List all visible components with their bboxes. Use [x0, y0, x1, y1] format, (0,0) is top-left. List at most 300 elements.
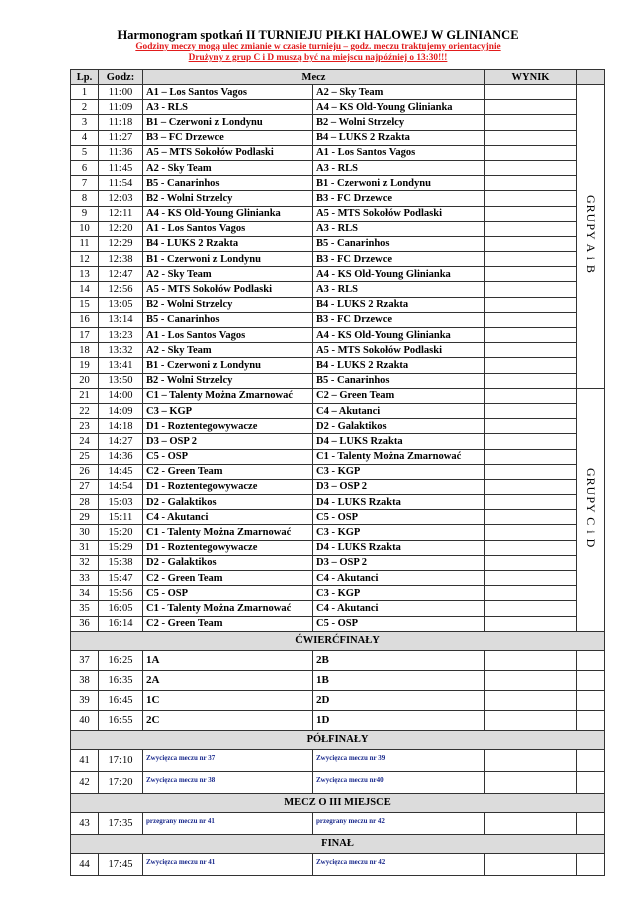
away-team — [313, 771, 485, 793]
group-label-text: GRUPY C i D — [584, 467, 598, 548]
home-team — [143, 749, 313, 771]
result-cell — [485, 145, 577, 160]
match-time: 16:35 — [99, 670, 143, 690]
away-team: A5 - MTS Sokołów Podlaski — [313, 343, 485, 358]
away-team: D4 - LUKS Rzakta — [313, 540, 485, 555]
result-cell — [485, 853, 577, 875]
match-row — [71, 160, 605, 175]
match-row — [71, 419, 605, 434]
result-cell — [485, 434, 577, 449]
home-team: A1 - Los Santos Vagos — [143, 221, 313, 236]
away-team: 2B — [313, 650, 485, 670]
away-team: B4 - LUKS 2 Rzakta — [313, 358, 485, 373]
extra-cell — [577, 670, 605, 690]
match-row — [71, 236, 605, 251]
match-number: 30 — [71, 525, 99, 540]
away-team: D2 - Galaktikos — [313, 419, 485, 434]
match-row — [71, 853, 605, 875]
home-team: B5 - Canarinhos — [143, 176, 313, 191]
match-number: 34 — [71, 586, 99, 601]
home-team: 1C — [143, 690, 313, 710]
match-number: 17 — [71, 328, 99, 343]
group-label-cd — [577, 388, 605, 631]
col-mecz-header: Mecz — [143, 70, 485, 85]
match-time: 11:45 — [99, 160, 143, 175]
home-team: A2 - Sky Team — [143, 160, 313, 175]
match-number: 6 — [71, 160, 99, 175]
result-cell — [485, 479, 577, 494]
away-team-text: Zwycięzca meczu nr 42 — [316, 857, 386, 866]
home-team — [143, 771, 313, 793]
match-time: 12:38 — [99, 252, 143, 267]
match-row — [71, 616, 605, 631]
match-number: 2 — [71, 100, 99, 115]
away-team: B2 – Wolni Strzelcy — [313, 115, 485, 130]
match-row — [71, 690, 605, 710]
match-number: 10 — [71, 221, 99, 236]
match-time: 12:11 — [99, 206, 143, 221]
extra-cell — [577, 771, 605, 793]
match-time: 11:18 — [99, 115, 143, 130]
match-number: 32 — [71, 555, 99, 570]
match-time: 13:05 — [99, 297, 143, 312]
result-cell — [485, 464, 577, 479]
match-time: 13:23 — [99, 328, 143, 343]
home-team: C5 - OSP — [143, 586, 313, 601]
quarterfinals-header-row — [71, 631, 605, 650]
match-row — [71, 206, 605, 221]
match-time: 12:56 — [99, 282, 143, 297]
match-time: 11:36 — [99, 145, 143, 160]
match-number: 18 — [71, 343, 99, 358]
semifinals-label: PÓŁFINAŁY — [71, 730, 605, 749]
match-time: 17:45 — [99, 853, 143, 875]
match-number: 7 — [71, 176, 99, 191]
match-number: 4 — [71, 130, 99, 145]
match-time: 16:14 — [99, 616, 143, 631]
match-number: 1 — [71, 85, 99, 100]
extra-cell — [577, 690, 605, 710]
result-cell — [485, 419, 577, 434]
col-lp-header: Lp. — [71, 70, 99, 85]
result-cell — [485, 403, 577, 418]
match-time: 13:41 — [99, 358, 143, 373]
result-cell — [485, 812, 577, 834]
result-cell — [485, 85, 577, 100]
away-team — [313, 749, 485, 771]
match-number: 29 — [71, 510, 99, 525]
group-label-text: GRUPY A i B — [584, 194, 598, 274]
col-group-header — [577, 70, 605, 85]
home-team: C1 - Talenty Można Zmarnować — [143, 601, 313, 616]
result-cell — [485, 510, 577, 525]
match-row — [71, 464, 605, 479]
match-number: 28 — [71, 495, 99, 510]
result-cell — [485, 252, 577, 267]
away-team: C4 - Akutanci — [313, 601, 485, 616]
match-row — [71, 373, 605, 388]
match-row — [71, 388, 605, 403]
match-time: 12:47 — [99, 267, 143, 282]
extra-cell — [577, 650, 605, 670]
match-row — [71, 328, 605, 343]
match-time: 14:00 — [99, 388, 143, 403]
extra-cell — [577, 710, 605, 730]
result-cell — [485, 221, 577, 236]
result-cell — [485, 373, 577, 388]
match-time: 11:00 — [99, 85, 143, 100]
match-row — [71, 812, 605, 834]
home-team: D1 - Roztentegowywacze — [143, 540, 313, 555]
result-cell — [485, 236, 577, 251]
match-number: 21 — [71, 388, 99, 403]
match-time: 14:09 — [99, 403, 143, 418]
result-cell — [485, 690, 577, 710]
result-cell — [485, 670, 577, 690]
table-header-row — [71, 70, 605, 85]
match-time: 14:45 — [99, 464, 143, 479]
match-number: 16 — [71, 312, 99, 327]
result-cell — [485, 388, 577, 403]
match-number: 14 — [71, 282, 99, 297]
match-time: 15:11 — [99, 510, 143, 525]
match-number: 19 — [71, 358, 99, 373]
match-number: 20 — [71, 373, 99, 388]
match-row — [71, 434, 605, 449]
home-team: B4 - LUKS 2 Rzakta — [143, 236, 313, 251]
match-time: 15:20 — [99, 525, 143, 540]
match-number: 26 — [71, 464, 99, 479]
match-row — [71, 145, 605, 160]
home-team — [143, 853, 313, 875]
away-team: C1 - Talenty Można Zmarnować — [313, 449, 485, 464]
result-cell — [485, 100, 577, 115]
match-time: 12:29 — [99, 236, 143, 251]
home-team: D2 - Galaktikos — [143, 555, 313, 570]
match-number: 39 — [71, 690, 99, 710]
third-place-label: MECZ O III MIEJSCE — [71, 793, 605, 812]
match-row — [71, 252, 605, 267]
match-number: 8 — [71, 191, 99, 206]
away-team: A2 – Sky Team — [313, 85, 485, 100]
match-row — [71, 449, 605, 464]
extra-cell — [577, 749, 605, 771]
home-team: B2 - Wolni Strzelcy — [143, 191, 313, 206]
home-team: A5 – MTS Sokołów Podlaski — [143, 145, 313, 160]
match-time: 11:09 — [99, 100, 143, 115]
match-row — [71, 555, 605, 570]
away-team: B5 - Canarinhos — [313, 373, 485, 388]
away-team: C5 - OSP — [313, 510, 485, 525]
away-team: B3 - FC Drzewce — [313, 191, 485, 206]
home-team: C2 - Green Team — [143, 616, 313, 631]
match-number: 9 — [71, 206, 99, 221]
result-cell — [485, 328, 577, 343]
match-number: 13 — [71, 267, 99, 282]
match-row — [71, 191, 605, 206]
match-number: 11 — [71, 236, 99, 251]
match-row — [71, 710, 605, 730]
home-team: A1 – Los Santos Vagos — [143, 85, 313, 100]
home-team: C4 - Akutanci — [143, 510, 313, 525]
away-team — [313, 853, 485, 875]
away-team: D4 – LUKS Rzakta — [313, 434, 485, 449]
away-team: 1B — [313, 670, 485, 690]
result-cell — [485, 115, 577, 130]
home-team-text: Zwycięzca meczu nr 37 — [146, 753, 216, 762]
result-cell — [485, 571, 577, 586]
arrival-notice: Drużyny z grup C i D muszą być na miejscu najpóźniej o 13:30!!! — [188, 53, 448, 63]
match-number: 24 — [71, 434, 99, 449]
match-row — [71, 510, 605, 525]
away-team-text: Zwycięzca meczu nr 39 — [316, 753, 386, 762]
match-time: 17:20 — [99, 771, 143, 793]
match-row — [71, 601, 605, 616]
quarterfinals-label: ĆWIERĆFINAŁY — [71, 631, 605, 650]
result-cell — [485, 749, 577, 771]
match-number: 35 — [71, 601, 99, 616]
away-team: B3 - FC Drzewce — [313, 252, 485, 267]
result-cell — [485, 358, 577, 373]
match-time: 16:55 — [99, 710, 143, 730]
away-team: A1 - Los Santos Vagos — [313, 145, 485, 160]
third-place-header-row — [71, 793, 605, 812]
match-row — [71, 267, 605, 282]
match-row — [71, 650, 605, 670]
result-cell — [485, 449, 577, 464]
home-team: B1 - Czerwoni z Londynu — [143, 252, 313, 267]
home-team: D1 - Roztentegowywacze — [143, 419, 313, 434]
home-team: C3 – KGP — [143, 403, 313, 418]
result-cell — [485, 710, 577, 730]
final-label: FINAŁ — [71, 834, 605, 853]
home-team: 2A — [143, 670, 313, 690]
away-team: C3 - KGP — [313, 586, 485, 601]
home-team: D2 - Galaktikos — [143, 495, 313, 510]
match-number: 43 — [71, 812, 99, 834]
match-row — [71, 312, 605, 327]
match-time: 15:29 — [99, 540, 143, 555]
away-team: C4 – Akutanci — [313, 403, 485, 418]
away-team: A5 - MTS Sokołów Podlaski — [313, 206, 485, 221]
match-time: 16:45 — [99, 690, 143, 710]
match-row — [71, 100, 605, 115]
schedule-table — [70, 69, 605, 876]
match-time: 13:32 — [99, 343, 143, 358]
match-row — [71, 358, 605, 373]
knockout-body — [71, 631, 605, 875]
home-team-text: Zwycięzca meczu nr 41 — [146, 857, 216, 866]
home-team: B2 - Wolni Strzelcy — [143, 297, 313, 312]
home-team-text: Zwycięzca meczu nr 38 — [146, 775, 216, 784]
match-row — [71, 343, 605, 358]
match-row — [71, 176, 605, 191]
result-cell — [485, 771, 577, 793]
home-team: A2 - Sky Team — [143, 343, 313, 358]
away-team: C3 - KGP — [313, 525, 485, 540]
group-label-ab — [577, 85, 605, 389]
match-row — [71, 282, 605, 297]
away-team: A3 - RLS — [313, 282, 485, 297]
away-team: A3 - RLS — [313, 160, 485, 175]
match-number: 25 — [71, 449, 99, 464]
result-cell — [485, 176, 577, 191]
home-team: D1 - Roztentegowywacze — [143, 479, 313, 494]
result-cell — [485, 206, 577, 221]
match-number: 33 — [71, 571, 99, 586]
match-number: 27 — [71, 479, 99, 494]
match-number: 37 — [71, 650, 99, 670]
home-team — [143, 812, 313, 834]
home-team: C1 - Talenty Można Zmarnować — [143, 525, 313, 540]
away-team-text: Zwycięzca meczu nr40 — [316, 775, 384, 784]
match-number: 23 — [71, 419, 99, 434]
home-team: C2 - Green Team — [143, 571, 313, 586]
away-team: D3 – OSP 2 — [313, 555, 485, 570]
home-team: A1 - Los Santos Vagos — [143, 328, 313, 343]
match-time: 17:10 — [99, 749, 143, 771]
home-team: A4 - KS Old-Young Glinianka — [143, 206, 313, 221]
match-time: 12:03 — [99, 191, 143, 206]
home-team: C5 - OSP — [143, 449, 313, 464]
result-cell — [485, 540, 577, 555]
away-team: A4 – KS Old-Young Glinianka — [313, 100, 485, 115]
home-team: B1 – Czerwoni z Londynu — [143, 115, 313, 130]
match-row — [71, 586, 605, 601]
away-team: B5 - Canarinhos — [313, 236, 485, 251]
match-row — [71, 479, 605, 494]
away-team: A3 - RLS — [313, 221, 485, 236]
match-row — [71, 525, 605, 540]
group-stage-body — [71, 85, 605, 632]
away-team: C4 - Akutanci — [313, 571, 485, 586]
match-time: 15:38 — [99, 555, 143, 570]
away-team: A4 - KS Old-Young Glinianka — [313, 328, 485, 343]
match-time: 14:54 — [99, 479, 143, 494]
home-team: 2C — [143, 710, 313, 730]
result-cell — [485, 160, 577, 175]
match-number: 3 — [71, 115, 99, 130]
match-time: 14:27 — [99, 434, 143, 449]
match-number: 31 — [71, 540, 99, 555]
match-time: 16:05 — [99, 601, 143, 616]
match-number: 5 — [71, 145, 99, 160]
match-time: 11:54 — [99, 176, 143, 191]
away-team: C3 - KGP — [313, 464, 485, 479]
away-team: 2D — [313, 690, 485, 710]
away-team: C2 – Green Team — [313, 388, 485, 403]
away-team: 1D — [313, 710, 485, 730]
away-team-text: przegrany meczu nr 42 — [316, 816, 385, 825]
result-cell — [485, 616, 577, 631]
result-cell — [485, 297, 577, 312]
final-header-row — [71, 834, 605, 853]
match-number: 12 — [71, 252, 99, 267]
result-cell — [485, 312, 577, 327]
match-time: 16:25 — [99, 650, 143, 670]
match-time: 12:20 — [99, 221, 143, 236]
match-row — [71, 297, 605, 312]
home-team: D3 – OSP 2 — [143, 434, 313, 449]
match-row — [71, 571, 605, 586]
home-team: B1 - Czerwoni z Londynu — [143, 358, 313, 373]
match-number: 41 — [71, 749, 99, 771]
match-time: 13:14 — [99, 312, 143, 327]
match-number: 15 — [71, 297, 99, 312]
away-team: B4 - LUKS 2 Rzakta — [313, 297, 485, 312]
match-number: 42 — [71, 771, 99, 793]
home-team: C1 – Talenty Można Zmarnować — [143, 388, 313, 403]
match-number: 44 — [71, 853, 99, 875]
result-cell — [485, 650, 577, 670]
result-cell — [485, 525, 577, 540]
match-row — [71, 771, 605, 793]
match-row — [71, 130, 605, 145]
match-number: 22 — [71, 403, 99, 418]
match-row — [71, 85, 605, 100]
away-team: B4 – LUKS 2 Rzakta — [313, 130, 485, 145]
result-cell — [485, 282, 577, 297]
match-row — [71, 495, 605, 510]
time-notice: Godziny meczy mogą ulec zmianie w czasie turnieju – godz. meczu traktujemy orientacyjnie — [135, 42, 501, 52]
away-team: B3 - FC Drzewce — [313, 312, 485, 327]
page-title: Harmonogram spotkań II TURNIEJU PIŁKI HALOWEJ W GLINIANCE — [117, 28, 519, 42]
match-time: 15:03 — [99, 495, 143, 510]
result-cell — [485, 191, 577, 206]
semifinals-header-row — [71, 730, 605, 749]
away-team: B1 - Czerwoni z Londynu — [313, 176, 485, 191]
result-cell — [485, 495, 577, 510]
home-team: A3 - RLS — [143, 100, 313, 115]
home-team: B5 - Canarinhos — [143, 312, 313, 327]
home-team-text: przegrany meczu nr 41 — [146, 816, 215, 825]
match-row — [71, 221, 605, 236]
away-team: D4 - LUKS Rzakta — [313, 495, 485, 510]
extra-cell — [577, 812, 605, 834]
home-team: A5 - MTS Sokołów Podlaski — [143, 282, 313, 297]
match-row — [71, 540, 605, 555]
result-cell — [485, 130, 577, 145]
away-team: A4 - KS Old-Young Glinianka — [313, 267, 485, 282]
match-row — [71, 403, 605, 418]
match-time: 14:36 — [99, 449, 143, 464]
match-row — [71, 749, 605, 771]
match-time: 17:35 — [99, 812, 143, 834]
match-number: 36 — [71, 616, 99, 631]
away-team: C5 - OSP — [313, 616, 485, 631]
result-cell — [485, 586, 577, 601]
match-number: 40 — [71, 710, 99, 730]
match-row — [71, 670, 605, 690]
col-wynik-header: WYNIK — [485, 70, 577, 85]
extra-cell — [577, 853, 605, 875]
match-number: 38 — [71, 670, 99, 690]
home-team: C2 - Green Team — [143, 464, 313, 479]
match-time: 15:47 — [99, 571, 143, 586]
home-team: B3 – FC Drzewce — [143, 130, 313, 145]
match-time: 11:27 — [99, 130, 143, 145]
away-team — [313, 812, 485, 834]
result-cell — [485, 343, 577, 358]
match-time: 13:50 — [99, 373, 143, 388]
result-cell — [485, 267, 577, 282]
result-cell — [485, 601, 577, 616]
match-time: 15:56 — [99, 586, 143, 601]
col-godz-header: Godz: — [99, 70, 143, 85]
match-row — [71, 115, 605, 130]
match-time: 14:18 — [99, 419, 143, 434]
home-team: A2 - Sky Team — [143, 267, 313, 282]
